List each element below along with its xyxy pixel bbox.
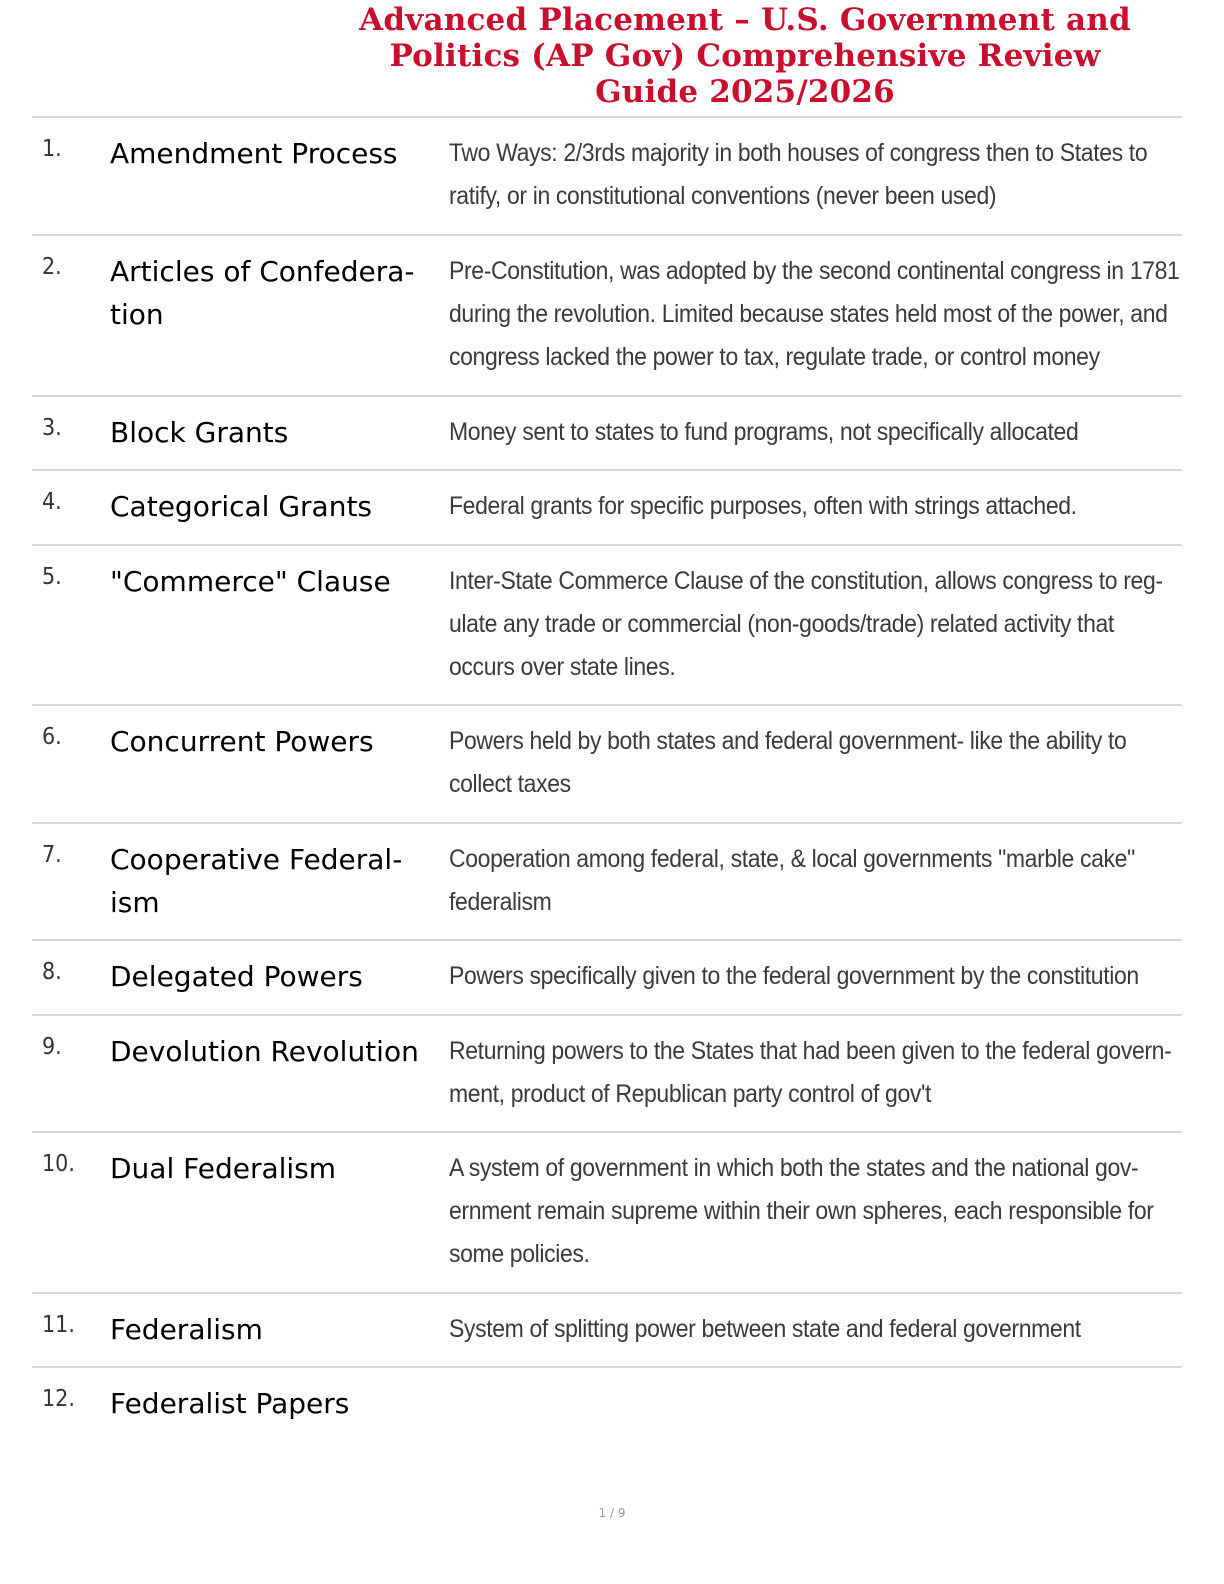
term-line: Amendment Process bbox=[110, 137, 398, 170]
definition-line: congress lacked the power to tax, regulate trade, or control money bbox=[449, 343, 1100, 371]
definition-line: Two Ways: 2/3rds majority in both houses of congress then to States to bbox=[449, 139, 1148, 167]
item-term bbox=[110, 1147, 440, 1190]
item-number: 12. bbox=[42, 1386, 75, 1412]
page-number: 1 / 9 bbox=[598, 1506, 626, 1520]
term-line: Dual Federalism bbox=[110, 1152, 337, 1185]
item-number: 8. bbox=[42, 959, 62, 985]
definition-line: federalism bbox=[449, 888, 552, 916]
definition-line: ment, product of Republican party control of gov't bbox=[449, 1080, 932, 1108]
item-term bbox=[110, 1308, 440, 1351]
item-definition bbox=[449, 955, 1139, 998]
term-line: Cooperative Federal- bbox=[110, 843, 403, 876]
item-number: 11. bbox=[42, 1312, 75, 1338]
item-term bbox=[110, 411, 440, 454]
item-term bbox=[110, 955, 440, 998]
item-definition bbox=[449, 485, 1110, 528]
definition-line: ernment remain supreme within their own spheres, each responsible for bbox=[449, 1197, 1154, 1225]
list-item bbox=[32, 471, 1182, 546]
term-line: Delegated Powers bbox=[110, 960, 363, 993]
page-title bbox=[325, 2, 1165, 110]
item-definition bbox=[449, 560, 1163, 689]
item-term bbox=[110, 838, 440, 924]
item-number: 3. bbox=[42, 415, 62, 441]
definition-line: Cooperation among federal, state, & local governments "marble cake" bbox=[449, 845, 1135, 873]
item-number: 9. bbox=[42, 1034, 62, 1060]
definition-line: Federal grants for specific purposes, often with strings attached. bbox=[449, 492, 1077, 520]
item-number: 7. bbox=[42, 842, 62, 868]
list-item bbox=[32, 546, 1182, 706]
definition-line: System of splitting power between state and federal government bbox=[449, 1315, 1081, 1343]
item-definition bbox=[449, 720, 1127, 806]
item-number: 1. bbox=[42, 136, 62, 162]
term-line: tion bbox=[110, 298, 164, 331]
item-term bbox=[110, 485, 440, 528]
item-term bbox=[110, 1030, 440, 1073]
list-item bbox=[32, 1016, 1182, 1133]
list-item bbox=[32, 706, 1182, 824]
item-definition bbox=[449, 132, 1148, 218]
term-line: Articles of Confedera- bbox=[110, 255, 415, 288]
definition-line: Powers held by both states and federal government- like the ability to bbox=[449, 727, 1127, 755]
term-line: Federalism bbox=[110, 1313, 263, 1346]
item-definition bbox=[449, 411, 1110, 454]
definition-line: Powers specifically given to the federal government by the constitution bbox=[449, 962, 1139, 990]
item-term bbox=[110, 132, 440, 175]
definition-line: Returning powers to the States that had been given to the federal govern- bbox=[449, 1037, 1172, 1065]
glossary-list bbox=[32, 116, 1182, 1458]
term-line: "Commerce" Clause bbox=[110, 565, 391, 598]
list-item bbox=[32, 397, 1182, 471]
item-number: 5. bbox=[42, 564, 62, 590]
item-term bbox=[110, 720, 440, 763]
term-line: Federalist Papers bbox=[110, 1387, 350, 1420]
item-number: 2. bbox=[42, 254, 62, 280]
list-item bbox=[32, 941, 1182, 1016]
list-item bbox=[32, 1294, 1182, 1368]
definition-line: ulate any trade or commercial (non-goods/trade) related activity that bbox=[449, 610, 1114, 638]
item-definition bbox=[449, 1147, 1154, 1276]
item-definition bbox=[449, 1030, 1172, 1116]
definition-line: A system of government in which both the states and the national gov- bbox=[449, 1154, 1139, 1182]
list-item bbox=[32, 824, 1182, 941]
definition-line: collect taxes bbox=[449, 770, 571, 798]
definition-line: Pre-Constitution, was adopted by the second continental congress in 1781 bbox=[449, 257, 1180, 285]
title-line-1: Advanced Placement – U.S. Government and bbox=[359, 2, 1131, 38]
definition-line: Money sent to states to fund programs, not specifically allocated bbox=[449, 418, 1079, 446]
list-item bbox=[32, 118, 1182, 236]
term-line: Devolution Revolution bbox=[110, 1035, 419, 1068]
definition-line: during the revolution. Limited because states held most of the power, and bbox=[449, 300, 1168, 328]
title-line-3: Guide 2025/2026 bbox=[595, 74, 895, 110]
term-line: Block Grants bbox=[110, 416, 289, 449]
definition-line: ratify, or in constitutional conventions (never been used) bbox=[449, 182, 997, 210]
list-item bbox=[32, 1133, 1182, 1294]
item-number: 4. bbox=[42, 489, 62, 515]
item-number: 10. bbox=[42, 1151, 75, 1177]
list-item bbox=[32, 1368, 1182, 1458]
item-definition bbox=[449, 838, 1135, 924]
item-term bbox=[110, 250, 440, 336]
item-definition bbox=[449, 1308, 1110, 1351]
definition-line: Inter-State Commerce Clause of the constitution, allows congress to reg- bbox=[449, 567, 1163, 595]
term-line: Categorical Grants bbox=[110, 490, 373, 523]
definition-line: occurs over state lines. bbox=[449, 653, 676, 681]
list-item bbox=[32, 236, 1182, 397]
term-line: Concurrent Powers bbox=[110, 725, 374, 758]
term-line: ism bbox=[110, 886, 160, 919]
item-definition bbox=[449, 250, 1180, 379]
item-number: 6. bbox=[42, 724, 62, 750]
item-term bbox=[110, 560, 440, 603]
item-term bbox=[110, 1382, 440, 1425]
title-line-2: Politics (AP Gov) Comprehensive Review bbox=[389, 38, 1101, 74]
definition-line: some policies. bbox=[449, 1240, 590, 1268]
